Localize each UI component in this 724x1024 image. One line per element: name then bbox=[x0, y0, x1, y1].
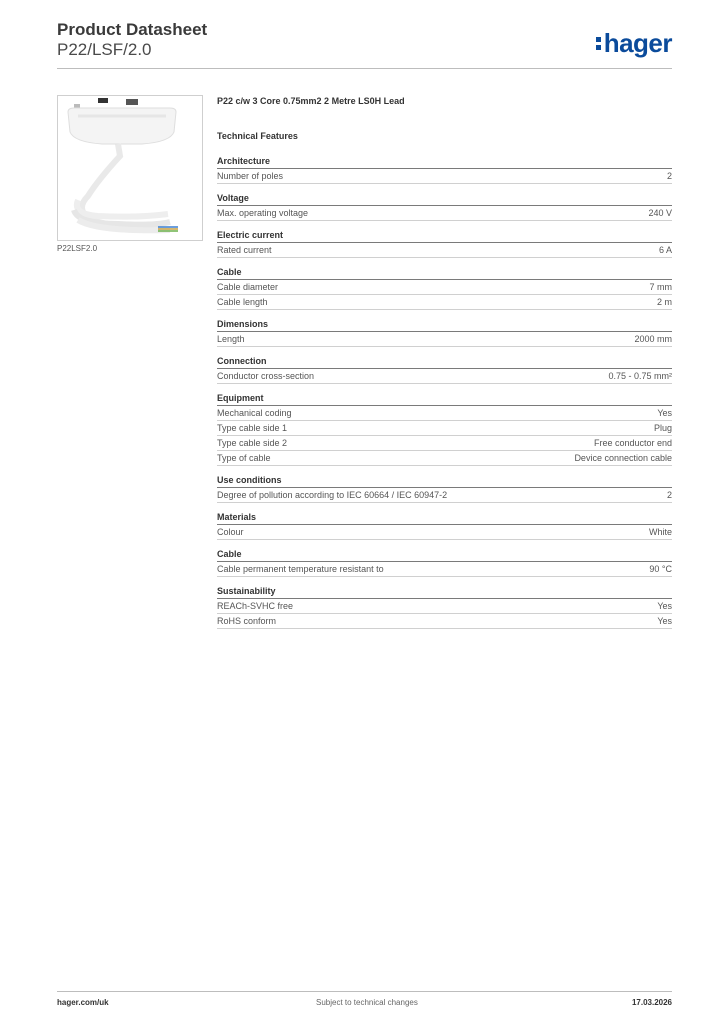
footer-divider bbox=[57, 991, 672, 992]
spec-row bbox=[217, 406, 672, 421]
section-heading: Architecture bbox=[217, 156, 672, 169]
spec-value: Yes bbox=[657, 616, 672, 626]
spec-row bbox=[217, 332, 672, 347]
spec-label: Length bbox=[217, 334, 245, 344]
spec-row bbox=[217, 206, 672, 221]
spec-label: Conductor cross-section bbox=[217, 371, 315, 381]
product-image-caption: P22LSF2.0 bbox=[57, 244, 98, 253]
spec-value: 2 m bbox=[656, 297, 672, 307]
spec-row bbox=[217, 421, 672, 436]
spec-label: Cable diameter bbox=[217, 282, 279, 292]
datasheet-title: Product Datasheet bbox=[57, 20, 208, 39]
section-heading: Dimensions bbox=[217, 319, 672, 332]
footer-date: 17.03.2026 bbox=[631, 998, 672, 1007]
spec-value: 2 bbox=[666, 490, 672, 500]
spec-label: REACh-SVHC free bbox=[217, 601, 294, 611]
spec-row bbox=[217, 451, 672, 466]
section-heading: Connection bbox=[217, 356, 672, 369]
technical-features-heading: Technical Features bbox=[217, 131, 298, 141]
spec-value: Free conductor end bbox=[593, 438, 672, 448]
spec-label: Cable permanent temperature resistant to bbox=[217, 564, 384, 574]
product-image bbox=[57, 95, 203, 241]
spec-section bbox=[217, 319, 672, 347]
spec-label: Type cable side 2 bbox=[217, 438, 288, 448]
spec-label: Rated current bbox=[217, 245, 272, 255]
spec-label: Mechanical coding bbox=[217, 408, 292, 418]
section-heading: Sustainability bbox=[217, 586, 672, 599]
plug-cable-illustration bbox=[58, 96, 202, 240]
spec-label: Number of poles bbox=[217, 171, 284, 181]
section-heading: Equipment bbox=[217, 393, 672, 406]
spec-row bbox=[217, 295, 672, 310]
spec-value: 7 mm bbox=[649, 282, 672, 292]
section-heading: Voltage bbox=[217, 193, 672, 206]
specifications bbox=[217, 96, 672, 629]
header-divider bbox=[57, 68, 672, 69]
spec-label: Max. operating voltage bbox=[217, 208, 309, 218]
spec-value: 2000 mm bbox=[634, 334, 672, 344]
spec-section bbox=[217, 549, 672, 577]
spec-section bbox=[217, 512, 672, 540]
spec-row bbox=[217, 436, 672, 451]
section-heading: Cable bbox=[217, 267, 672, 280]
section-heading: Materials bbox=[217, 512, 672, 525]
spec-section bbox=[217, 586, 672, 629]
section-heading: Cable bbox=[217, 549, 672, 562]
spec-section bbox=[217, 393, 672, 466]
spec-row bbox=[217, 525, 672, 540]
spec-row bbox=[217, 169, 672, 184]
spec-value: 6 A bbox=[658, 245, 672, 255]
spec-value: Yes bbox=[657, 601, 672, 611]
spec-section bbox=[217, 267, 672, 310]
spec-value: 0.75 - 0.75 mm² bbox=[608, 371, 672, 381]
spec-label: Colour bbox=[217, 527, 244, 537]
spec-row bbox=[217, 488, 672, 503]
spec-section bbox=[217, 193, 672, 221]
spec-label: Cable length bbox=[217, 297, 268, 307]
product-code: P22/LSF/2.0 bbox=[57, 40, 152, 59]
spec-label: Degree of pollution according to IEC 60664 / IEC 60947-2 bbox=[217, 490, 448, 500]
hager-logo[interactable] bbox=[596, 28, 672, 58]
spec-row bbox=[217, 614, 672, 629]
spec-label: RoHS conform bbox=[217, 616, 277, 626]
footer-notice: Subject to technical changes bbox=[316, 998, 418, 1007]
spec-section bbox=[217, 356, 672, 384]
spec-row bbox=[217, 280, 672, 295]
spec-label: Type cable side 1 bbox=[217, 423, 288, 433]
spec-value: Yes bbox=[657, 408, 672, 418]
section-heading: Use conditions bbox=[217, 475, 672, 488]
spec-section bbox=[217, 156, 672, 184]
spec-row bbox=[217, 599, 672, 614]
spec-value: Device connection cable bbox=[574, 453, 672, 463]
section-heading: Electric current bbox=[217, 230, 672, 243]
spec-value: White bbox=[648, 527, 672, 537]
spec-value: 240 V bbox=[648, 208, 672, 218]
footer-website-link[interactable]: hager.com/uk bbox=[57, 998, 109, 1007]
spec-value: 2 bbox=[666, 171, 672, 181]
spec-sections bbox=[217, 156, 672, 629]
logo-dots-icon bbox=[596, 35, 602, 51]
spec-row bbox=[217, 562, 672, 577]
spec-value: Plug bbox=[653, 423, 672, 433]
product-title: P22 c/w 3 Core 0.75mm2 2 Metre LS0H Lead bbox=[217, 96, 405, 106]
logo-text: hager bbox=[603, 27, 672, 58]
spec-row bbox=[217, 369, 672, 384]
spec-section bbox=[217, 475, 672, 503]
spec-label: Type of cable bbox=[217, 453, 271, 463]
spec-value: 90 °C bbox=[649, 564, 672, 574]
spec-row bbox=[217, 243, 672, 258]
spec-section bbox=[217, 230, 672, 258]
